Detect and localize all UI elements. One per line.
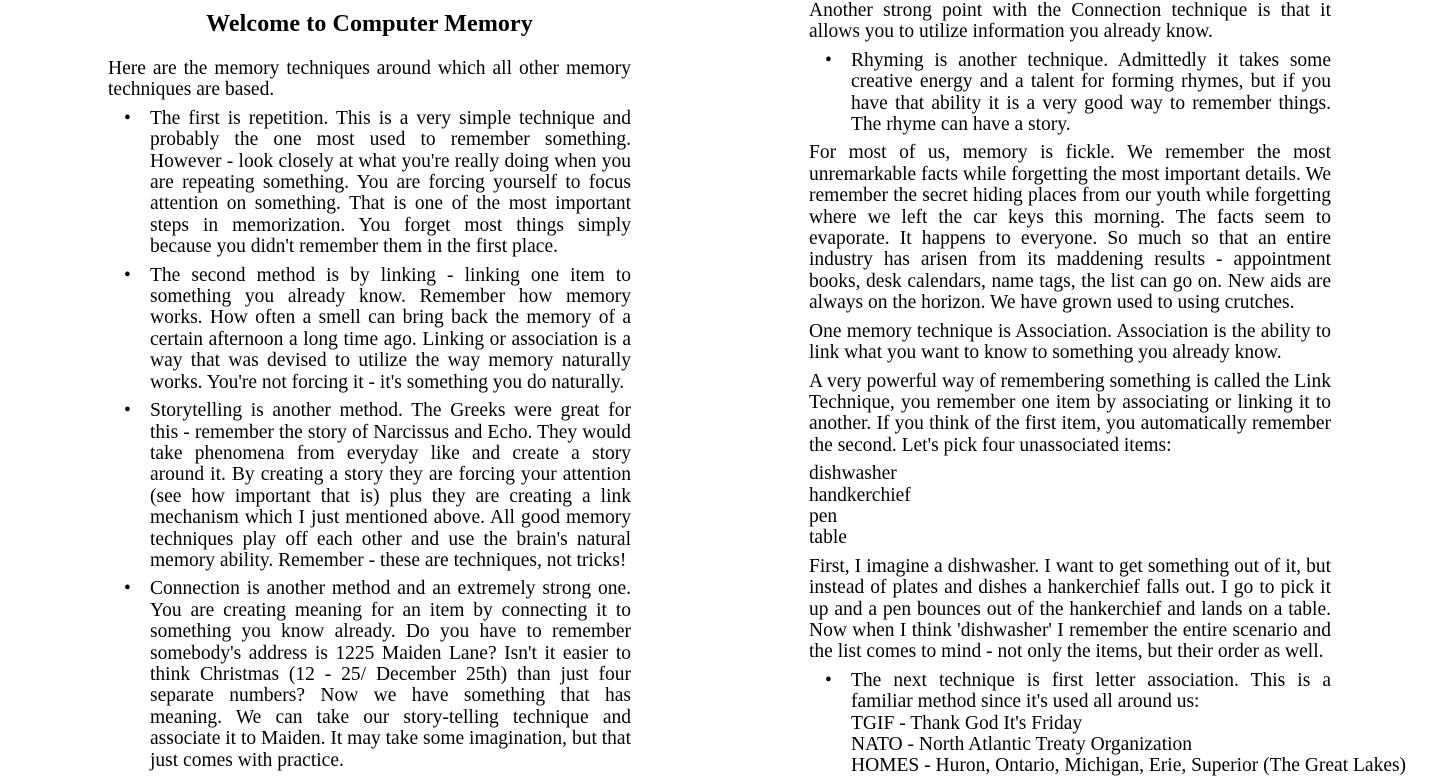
bullet-icon: • — [124, 400, 131, 422]
list-item: dishwasher — [809, 463, 897, 485]
link-technique-paragraph: A very powerful way of remembering something is called the Link Technique, you remember one item by associating or linking it to another. If you think of the first item, you automatically remember the second. Let's pick four unassociated items: — [809, 370, 1331, 456]
list-item: HOMES - Huron, Ontario, Michigan, Erie, Superior (The Great Lakes) — [851, 755, 1407, 777]
page-title: Welcome to Computer Memory — [206, 11, 533, 37]
association-paragraph: One memory technique is Association. Association is the ability to link what you want to know to something you already know. — [809, 320, 1331, 364]
list-item-text: Storytelling is another method. The Greeks were great for this - remember the story of Narcissus and Echo. They would take phenomena from everyday like and create a story around it. By creating a story they are forcing your attention (see how important that is) plus they are creating a link mechanism which I just mentioned above. All good memory techniques play off each other and use the brain's natural memory ability. Remember - these are techniques, not tricks! — [150, 400, 631, 571]
bullet-icon: • — [825, 669, 832, 691]
intro-paragraph: Here are the memory techniques around which all other memory techniques are based. — [108, 58, 631, 101]
fickle-memory-paragraph: For most of us, memory is fickle. We remember the most unremarkable facts while forgetting the most important details. We remember the secret hiding places from our youth while forgetting where we left the car keys this morning. The facts seem to evaporate. It happens to everyone. So much so that an entire industry has arisen from its maddening results - appointment books, desk calendars, name tags, the list can go on. New aids are always on the horizon. We have grown used to using crutches. — [809, 142, 1331, 314]
list-item — [108, 578, 631, 771]
list-item-text: The second method is by linking - linking one item to something you already know. Remember how memory works. How often a smell can bring back the memory of a certain afternoon a long time ago. Linking or association is a way that was devised to utilize the way memory naturally works. You're not forcing it - it's something you do naturally. — [150, 264, 631, 393]
right-column — [809, 0, 1407, 784]
list-item: TGIF - Thank God It's Friday — [851, 712, 1083, 734]
list-item: NATO - North Atlantic Treaty Organization — [851, 734, 1193, 755]
list-item-text: The first is repetition. This is a very simple technique and probably the one most used to remember something. However - look closely at what you're really doing when you are repeating something. You are forcing yourself to focus attention on something. That is one of the most important steps in memorization. You forget most things simply because you didn't remember them in the first place. — [150, 107, 631, 258]
connection-paragraph: Another strong point with the Connection technique is that it allows you to utilize information you already know. — [809, 0, 1331, 43]
techniques-bullet-list — [108, 108, 631, 771]
scenario-paragraph: First, I imagine a dishwasher. I want to get something out of it, but instead of plates and dishes a hankerchief falls out. I go to pick it up and a pen bounces out of the hankerchief and lands on a table. Now when I think 'dishwasher' I remember the entire scenario and the list comes to mind - not only the items, but their order as well. — [809, 555, 1331, 663]
list-item — [108, 265, 631, 393]
list-item: table — [809, 527, 847, 549]
list-item — [809, 669, 1407, 777]
first-letter-bullet-list — [809, 669, 1407, 777]
bullet-icon: • — [825, 49, 832, 71]
acronym-list — [851, 712, 1407, 777]
list-item — [809, 50, 1331, 136]
list-item-text: Connection is another method and an extremely strong one. You are creating meaning for an item by connecting it to something you know already. Do you have to remember somebody's address is 1225 Maiden Lane? Isn't it easier to think Christmas (12 - 25/ December 25th) than just four separate numbers? Now we have something that has meaning. We can take our story-telling technique and associate it to Maiden. It may take some imagination, but that just comes with practice. — [150, 578, 631, 771]
bullet-icon: • — [124, 107, 131, 129]
rhyming-bullet-list — [809, 50, 1331, 136]
list-item: handkerchief — [809, 484, 911, 506]
list-item — [108, 108, 631, 258]
list-item-text: The next technique is first letter association. This is a familiar method since it's used all around us: — [851, 669, 1331, 713]
list-item: pen — [809, 505, 838, 527]
list-item — [108, 400, 631, 571]
list-item-text: Rhyming is another technique. Admittedly it takes some creative energy and a talent for forming rhymes, but if you have that ability it is a very good way to remember things. The rhyme can have a story. — [851, 49, 1331, 136]
left-column — [108, 0, 631, 778]
bullet-icon: • — [124, 578, 131, 600]
unassociated-items-list — [809, 463, 1331, 549]
bullet-icon: • — [124, 264, 131, 286]
